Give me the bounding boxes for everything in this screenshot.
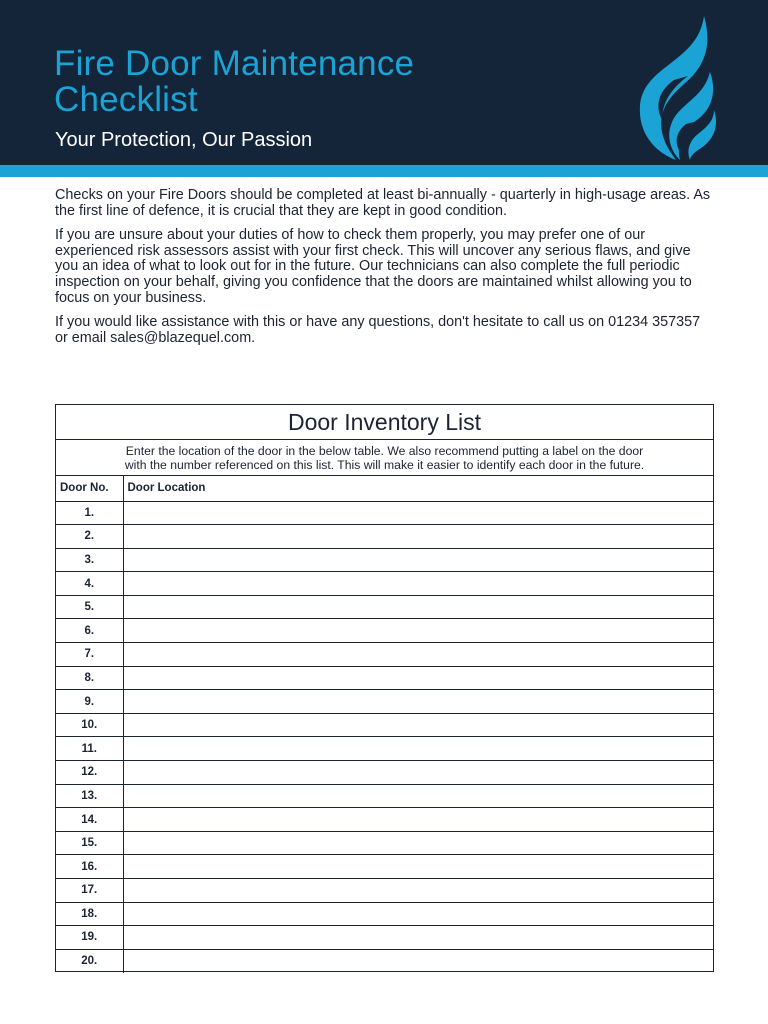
door-location-cell[interactable] — [123, 572, 713, 596]
intro-paragraph: If you would like assistance with this or have any questions, don't hesitate to call us on 01234 357357 or email sales@blazequel.com. — [55, 314, 701, 346]
title-line-2: Checklist — [54, 80, 198, 119]
table-row — [56, 902, 713, 926]
intro-paragraph: Checks on your Fire Doors should be completed at least bi-annually - quarterly in high-usage areas. As the first line of defence, it is crucial that they are kept in good condition. — [55, 187, 711, 219]
header-banner — [0, 0, 768, 165]
intro-paragraph: If you are unsure about your duties of how to check them properly, you may prefer one of our experienced risk assessors assist with your first check. This will uncover any serious flaws, and give you an idea of what to look out for in the future. Our technicians can also complete the full periodic inspection on your behalf, giving you confidence that the doors are maintained whilst allowing you to focus on your business. — [55, 227, 692, 306]
door-number-cell: 6. — [56, 619, 123, 643]
table-row — [56, 666, 713, 690]
title-line-1: Fire Door Maintenance — [54, 44, 415, 83]
inventory-title: Door Inventory List — [56, 405, 713, 440]
door-number-cell: 19. — [56, 926, 123, 950]
door-number-cell: 7. — [56, 643, 123, 667]
door-location-cell[interactable] — [123, 643, 713, 667]
door-number-cell: 5. — [56, 595, 123, 619]
door-location-cell[interactable] — [123, 808, 713, 832]
door-location-header: Door Location — [123, 476, 713, 501]
table-row — [56, 926, 713, 950]
door-number-cell: 8. — [56, 666, 123, 690]
table-row — [56, 855, 713, 879]
door-location-cell[interactable] — [123, 855, 713, 879]
table-header-row — [56, 476, 713, 501]
door-location-cell[interactable] — [123, 737, 713, 761]
door-number-cell: 17. — [56, 879, 123, 903]
door-location-cell[interactable] — [123, 501, 713, 525]
table-row — [56, 643, 713, 667]
door-location-cell[interactable] — [123, 949, 713, 973]
table-row — [56, 737, 713, 761]
door-number-cell: 4. — [56, 572, 123, 596]
table-body — [56, 501, 713, 973]
table-row — [56, 572, 713, 596]
page-title — [54, 46, 574, 118]
table-row — [56, 690, 713, 714]
door-number-cell: 9. — [56, 690, 123, 714]
door-number-cell: 16. — [56, 855, 123, 879]
table-row — [56, 808, 713, 832]
door-location-cell[interactable] — [123, 713, 713, 737]
inventory-note-line-1: Enter the location of the door in the below table. We also recommend putting a label on the door — [125, 444, 644, 458]
flame-logo-icon — [632, 14, 718, 160]
table-row — [56, 879, 713, 903]
door-number-cell: 12. — [56, 761, 123, 785]
door-location-cell[interactable] — [123, 548, 713, 572]
door-location-cell[interactable] — [123, 690, 713, 714]
door-location-cell[interactable] — [123, 926, 713, 950]
door-number-cell: 2. — [56, 525, 123, 549]
door-location-cell[interactable] — [123, 595, 713, 619]
door-location-cell[interactable] — [123, 902, 713, 926]
door-location-cell[interactable] — [123, 784, 713, 808]
door-number-cell: 20. — [56, 949, 123, 973]
door-number-cell: 3. — [56, 548, 123, 572]
door-location-cell[interactable] — [123, 831, 713, 855]
door-number-cell: 11. — [56, 737, 123, 761]
table-row — [56, 619, 713, 643]
table-row — [56, 501, 713, 525]
table-row — [56, 548, 713, 572]
door-number-cell: 18. — [56, 902, 123, 926]
door-inventory-table-box — [55, 404, 714, 972]
intro-text — [55, 188, 715, 355]
table-row — [56, 761, 713, 785]
table-row — [56, 831, 713, 855]
door-location-cell[interactable] — [123, 879, 713, 903]
door-number-cell: 14. — [56, 808, 123, 832]
door-location-cell[interactable] — [123, 666, 713, 690]
door-number-header: Door No. — [56, 476, 123, 501]
door-number-cell: 1. — [56, 501, 123, 525]
accent-divider — [0, 165, 768, 177]
page-subtitle: Your Protection, Our Passion — [55, 129, 313, 151]
door-inventory-table — [56, 476, 713, 973]
table-row — [56, 713, 713, 737]
door-location-cell[interactable] — [123, 619, 713, 643]
table-row — [56, 525, 713, 549]
door-number-cell: 15. — [56, 831, 123, 855]
inventory-instructions — [56, 440, 713, 476]
door-number-cell: 13. — [56, 784, 123, 808]
table-row — [56, 595, 713, 619]
door-number-cell: 10. — [56, 713, 123, 737]
door-location-cell[interactable] — [123, 761, 713, 785]
door-location-cell[interactable] — [123, 525, 713, 549]
table-row — [56, 784, 713, 808]
table-row — [56, 949, 713, 973]
inventory-note-line-2: with the number referenced on this list. This will make it easier to identify each door in the future. — [124, 458, 645, 472]
